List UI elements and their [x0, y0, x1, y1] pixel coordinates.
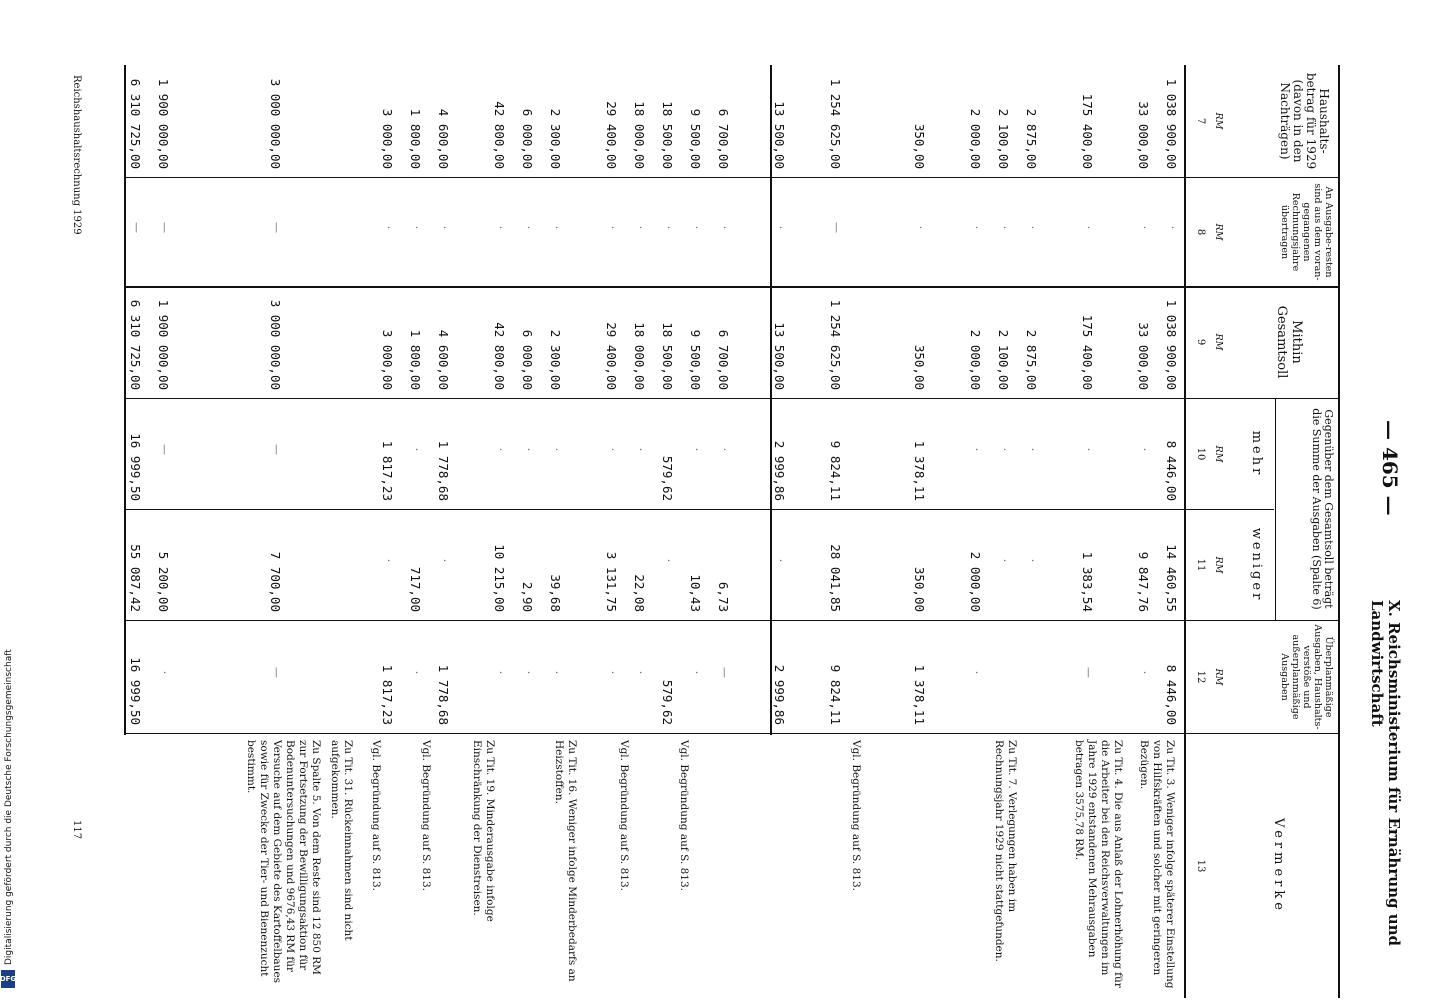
table-cell-c11: · — [382, 558, 395, 563]
unit-label: RM — [1213, 668, 1224, 686]
table-cell-c9: 2 300,00 — [548, 329, 563, 390]
table-cell-c11: · — [662, 558, 675, 563]
table-cell-c9: 9 500,00 — [688, 329, 703, 390]
column-number: 7 — [1195, 117, 1206, 125]
dfg-logo: DFG — [1, 970, 15, 988]
table-cell-c8: — — [158, 222, 171, 233]
table-cell-c11: 1 383,54 — [1080, 551, 1095, 612]
note: Zu Tit. 19. Minderausgabe infolge Einschränkung der Dienstreisen. — [471, 740, 496, 922]
table-cell-c8: · — [774, 225, 787, 230]
table-cell-c9: 2 100,00 — [996, 329, 1011, 390]
table-cell-c10: · — [718, 447, 731, 452]
table-cell-c10: · — [410, 447, 423, 452]
note: Vgl. Begründung auf S. 813. — [678, 740, 690, 891]
table-cell-c11: 717,00 — [408, 566, 423, 612]
table-cell-c7: 1 038 900,00 — [1164, 78, 1179, 169]
column-number: 9 — [1195, 338, 1206, 346]
table-cell-c9: 2 000,00 — [968, 329, 983, 390]
table-cell-c12: 1 778,68 — [436, 664, 451, 725]
note: Vgl. Begründung auf S. 813. — [370, 740, 382, 891]
table-cell-c10: · — [690, 447, 703, 452]
table-cell-c9: 42 800,00 — [492, 322, 507, 390]
table-cell-c10: 1 378,11 — [912, 440, 927, 501]
table-cell-c9: 18 000,00 — [632, 322, 647, 390]
table-cell-c12: · — [690, 670, 703, 675]
table-cell-c10: · — [1026, 447, 1039, 452]
table-cell-c10: 1 817,23 — [380, 440, 395, 501]
table-cell-c8: · — [494, 225, 507, 230]
column-rule — [124, 620, 1340, 621]
table-cell-c12: 16 999,50 — [128, 657, 143, 725]
column-header-9: Mithin Gesamtsoll — [1274, 305, 1304, 379]
table-cell-c10: 9 824,11 — [828, 440, 843, 501]
table-cell-c8: · — [522, 225, 535, 230]
page-number: — 465 — — [1378, 420, 1402, 516]
table-cell-c7: 2 100,00 — [996, 108, 1011, 169]
table-cell-c10: · — [606, 447, 619, 452]
table-cell-c11: 14 460,55 — [1164, 544, 1179, 612]
table-cell-c12: · — [522, 670, 535, 675]
table-cell-c9: 175 400,00 — [1080, 314, 1095, 390]
table-cell-c8: · — [1138, 225, 1151, 230]
table-cell-c11: 5 200,00 — [156, 551, 171, 612]
table-cell-c8: · — [410, 225, 423, 230]
column-header-12: Überplanmäßige Ausgaben, Haushalts-verstöße und außerplanmäßige Ausgaben — [1279, 624, 1334, 730]
table-cell-c11: 39,68 — [548, 574, 563, 612]
table-cell-c8: · — [914, 225, 927, 230]
table-cell-c12: · — [494, 670, 507, 675]
table-cell-c8: · — [550, 225, 563, 230]
table-cell-c9: 4 600,00 — [436, 329, 451, 390]
table-cell-c9: 1 038 900,00 — [1164, 299, 1179, 390]
table-cell-c7: 6 000,00 — [520, 108, 535, 169]
table-cell-c11: 10,43 — [688, 574, 703, 612]
column-rule — [124, 733, 1340, 734]
table-cell-c8: · — [634, 225, 647, 230]
table-bottom-rule — [124, 65, 126, 735]
table-cell-c11: 9 847,76 — [1136, 551, 1151, 612]
unit-label: RM — [1213, 445, 1224, 463]
table-cell-c7: 2 300,00 — [548, 108, 563, 169]
table-cell-c9: 13 500,00 — [772, 322, 787, 390]
table-cell-c8: · — [382, 225, 395, 230]
table-cell-c11: · — [438, 558, 451, 563]
table-cell-c11: 7 700,00 — [268, 551, 283, 612]
table-cell-c12: · — [158, 670, 171, 675]
unit-label: RM — [1213, 333, 1224, 351]
table-cell-c7: 42 800,00 — [492, 101, 507, 169]
table-cell-c11: 2,90 — [520, 581, 535, 612]
table-cell-c10: — — [158, 444, 171, 455]
table-cell-c8: — — [130, 222, 143, 233]
table-cell-c12: 8 446,00 — [1164, 664, 1179, 725]
table-cell-c12: 1 817,23 — [380, 664, 395, 725]
note: Vgl. Begründung auf S. 813. — [420, 740, 432, 891]
column-rule — [124, 398, 1340, 399]
table-cell-c9: 2 875,00 — [1024, 329, 1039, 390]
footer-sheet-number: 117 — [71, 820, 82, 840]
table-cell-c8: · — [606, 225, 619, 230]
column-header-10-11-group: Gegenüber dem Gesamtsoll beträgt die Summe der Ausgaben (Spalte 6) — [1310, 408, 1335, 610]
table-cell-c9: 18 500,00 — [660, 322, 675, 390]
table-cell-c10: · — [1138, 447, 1151, 452]
table-cell-c9: 1 900 000,00 — [156, 299, 171, 390]
table-cell-c10: · — [1082, 447, 1095, 452]
column-number: 12 — [1195, 670, 1206, 684]
table-cell-c12: · — [1138, 670, 1151, 675]
table-cell-c8: · — [718, 225, 731, 230]
note: Zu Tit. 7. Verlegungen haben im Rechnungsjahr 1929 nicht stattgefunden. — [993, 740, 1018, 962]
table-cell-c8: · — [438, 225, 451, 230]
table-cell-c8: · — [1082, 225, 1095, 230]
table-cell-c7: 13 500,00 — [772, 101, 787, 169]
table-cell-c12: 1 378,11 — [912, 664, 927, 725]
table-cell-c7: 175 400,00 — [1080, 93, 1095, 169]
table-cell-c12: · — [410, 670, 423, 675]
table-cell-c7: 33 000,00 — [1136, 101, 1151, 169]
table-cell-c9: 6 310 725,00 — [128, 299, 143, 390]
table-cell-c9: 6 700,00 — [716, 329, 731, 390]
unit-label: RM — [1213, 112, 1224, 130]
table-cell-c7: 6 310 725,00 — [128, 78, 143, 169]
table-cell-c10: · — [634, 447, 647, 452]
note: Zu Tit. 16. Weniger infolge Minderbedarfs an Heizstoffen. — [553, 740, 578, 982]
table-cell-c8: — — [270, 222, 283, 233]
table-cell-c10: 8 446,00 — [1164, 440, 1179, 501]
table-cell-c9: 33 000,00 — [1136, 322, 1151, 390]
table-cell-c10: · — [522, 447, 535, 452]
table-cell-c7: 29 400,00 — [604, 101, 619, 169]
table-cell-c7: 2 000,00 — [968, 108, 983, 169]
table-cell-c11: 55 087,42 — [128, 544, 143, 612]
table-cell-c12: · — [550, 670, 563, 675]
table-cell-c8: · — [970, 225, 983, 230]
table-cell-c11: · — [998, 558, 1011, 563]
table-cell-c10: · — [550, 447, 563, 452]
table-cell-c8: — — [830, 222, 843, 233]
column-number: 10 — [1195, 447, 1206, 461]
digitization-credit: Digitalisierung gefördert durch die Deutsche Forschungsgemeinschaft — [4, 649, 14, 965]
table-cell-c7: 18 500,00 — [660, 101, 675, 169]
table-cell-c7: 18 000,00 — [632, 101, 647, 169]
table-cell-c7: 9 500,00 — [688, 108, 703, 169]
table-cell-c9: 29 400,00 — [604, 322, 619, 390]
table-cell-c9: 1 254 625,00 — [828, 299, 843, 390]
column-header-11: weniger — [1249, 527, 1264, 603]
column-header-10: mehr — [1249, 430, 1264, 478]
table-top-rule — [1338, 65, 1340, 998]
table-cell-c12: 9 824,11 — [828, 664, 843, 725]
table-cell-c12: · — [606, 670, 619, 675]
table-cell-c12: — — [1082, 667, 1095, 678]
column-header-8: An Ausgabe-resten sind aus dem voran-gegangenen Rechnungsjahre übertragen — [1279, 183, 1334, 281]
table-cell-c9: 1 800,00 — [408, 329, 423, 390]
table-cell-c7: 6 700,00 — [716, 108, 731, 169]
table-cell-c10: 579,62 — [660, 455, 675, 501]
note: Vgl. Begründung auf S. 813. — [850, 740, 862, 891]
unit-label: RM — [1213, 556, 1224, 574]
table-cell-c11: · — [774, 558, 787, 563]
table-cell-c11: 10 215,00 — [492, 544, 507, 612]
table-cell-c12: — — [718, 667, 731, 678]
table-cell-c7: 3 000 000,00 — [268, 78, 283, 169]
column-number: 13 — [1195, 859, 1206, 873]
table-cell-c9: 350,00 — [912, 344, 927, 390]
table-cell-c8: · — [690, 225, 703, 230]
ministry-title: X. Reichsministerium für Ernährung und Landwirtschaft — [1368, 600, 1403, 947]
column-header-7: Haushalts-betrag für 1929 (davon in den Nachträgen) — [1278, 72, 1331, 170]
table-cell-c10: 16 999,50 — [128, 433, 143, 501]
table-cell-c11: 350,00 — [912, 566, 927, 612]
table-cell-c7: 350,00 — [912, 123, 927, 169]
table-cell-c11: 3 131,75 — [604, 551, 619, 612]
table-cell-c8: · — [1026, 225, 1039, 230]
group-header-rule — [1275, 398, 1276, 620]
table-cell-c8: · — [1166, 225, 1179, 230]
note: Zu Tit. 3. Weniger infolge späterer Einstellung von Hilfskräften und solcher mit geringeren Bezügen. — [1138, 740, 1176, 989]
note: Zu Tit. 31. Rückeinnahmen sind nicht aufgekommen. — [329, 740, 354, 941]
table-cell-c10: · — [494, 447, 507, 452]
table-cell-c12: 579,62 — [660, 679, 675, 725]
table-cell-c7: 1 254 625,00 — [828, 78, 843, 169]
table-cell-c12: 2 999,86 — [772, 664, 787, 725]
unit-label: RM — [1213, 223, 1224, 241]
table-cell-c7: 3 000,00 — [380, 108, 395, 169]
table-cell-c11: 28 041,85 — [828, 544, 843, 612]
table-cell-c9: 3 000,00 — [380, 329, 395, 390]
table-cell-c10: · — [970, 447, 983, 452]
table-cell-c10: 1 778,68 — [436, 440, 451, 501]
table-cell-c10: · — [998, 447, 1011, 452]
table-cell-c8: · — [998, 225, 1011, 230]
table-cell-c10: 2 999,86 — [772, 440, 787, 501]
table-cell-c7: 2 875,00 — [1024, 108, 1039, 169]
table-cell-c12: · — [634, 670, 647, 675]
note: Zu Spalte 5. Von dem Reste sind 12 850 RM zur Fortsetzung der Bewilligungsaktion für Bodenuntersuchungen und 9676,43 RM für Versuche auf dem Gebiete des Kartoffelbaues sowie für Zwecke der Tier- und Bienenzucht bestimmt. — [245, 740, 322, 984]
column-rule — [124, 177, 1340, 178]
column-rule — [124, 286, 1340, 288]
table-cell-c11: · — [1026, 558, 1039, 563]
note: Vgl. Begründung auf S. 813. — [618, 740, 630, 891]
table-cell-c9: 6 000,00 — [520, 329, 535, 390]
column-header-13: Vermerke — [1271, 818, 1286, 914]
table-cell-c11: 22,08 — [632, 574, 647, 612]
table-cell-c12: — — [270, 667, 283, 678]
column-number: 8 — [1195, 228, 1206, 236]
table-cell-c7: 1 900 000,00 — [156, 78, 171, 169]
note: Zu Tit. 4. Die aus Anlaß der Lohnerhöhung für die Arbeiter bei den Reichsverwaltungen im Jahre 1929 entstandenen Mehrausgaben betragen 3575,78 RM. — [1073, 740, 1124, 988]
table-cell-c8: · — [662, 225, 675, 230]
table-cell-c11: 6,73 — [716, 581, 731, 612]
table-cell-c11: 2 000,00 — [968, 551, 983, 612]
column-number: 11 — [1195, 558, 1206, 572]
footer-book-title: Reichshaushaltsrechnung 1929 — [71, 75, 82, 235]
table-cell-c10: — — [270, 444, 283, 455]
table-cell-c7: 4 600,00 — [436, 108, 451, 169]
table-cell-c12: · — [970, 670, 983, 675]
table-cell-c9: 3 000 000,00 — [268, 299, 283, 390]
table-cell-c7: 1 800,00 — [408, 108, 423, 169]
header-bottom-rule — [1184, 65, 1186, 998]
